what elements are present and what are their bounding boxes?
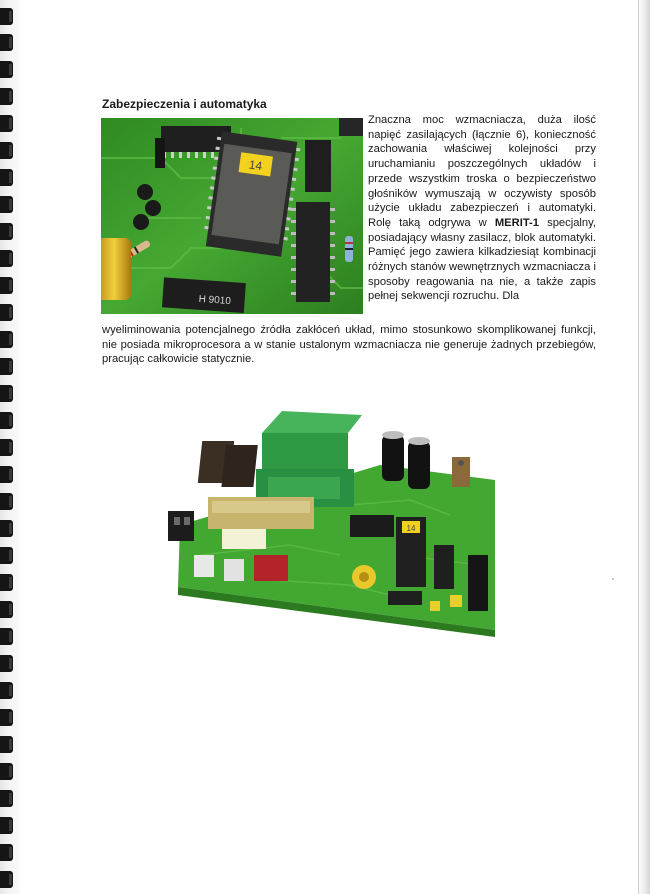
binding-ring: [0, 655, 13, 672]
binding-ring: [0, 88, 13, 105]
binding-ring: [0, 520, 13, 537]
automation-board-illustration: [150, 405, 500, 640]
binding-ring: [0, 574, 13, 591]
binding-ring: [0, 547, 13, 564]
binding-ring: [0, 385, 13, 402]
binding-ring: [0, 844, 13, 861]
binding-ring: [0, 871, 13, 888]
binding-ring: [0, 466, 13, 483]
binding-ring: [0, 736, 13, 753]
binding-ring: [0, 601, 13, 618]
page-edge-shadow: [638, 0, 650, 894]
binding-ring: [0, 493, 13, 510]
binding-ring: [0, 223, 13, 240]
binding-ring: [0, 331, 13, 348]
pcb-closeup-illustration: [101, 118, 363, 314]
automation-board-photo: [150, 405, 500, 640]
paragraph-continuation: wyeliminowania potencjalnego źródła zakłóceń układ, mimo stosunkowo skomplikowanej funkcji, nie posiada mikroprocesora a w stanie ustalonym wzmacniacza nie generuje żadnych przebiegów, pracując całkowicie statycznie.: [102, 324, 596, 366]
paragraph-start: Znaczna moc wzmacniacza, duża ilość napięć zasilających (łącznie 6), konieczność zachowania właściwej kolejności przy uruchamianiu poszczególnych układów i przede wszystkim troska o bezpieczeństwo głośników wymuszają w oczywisty sposób użycie układu zabezpieczeń i automatyki. Rolę taką odgrywa w: [368, 114, 596, 229]
binding-ring: [0, 790, 13, 807]
section-heading: Zabezpieczenia i automatyka: [102, 97, 267, 111]
binding-ring: [0, 169, 13, 186]
binding-ring: [0, 304, 13, 321]
binding-ring: [0, 8, 13, 25]
binding-ring: [0, 439, 13, 456]
binding-ring: [0, 250, 13, 267]
binding-ring: [0, 34, 13, 51]
binding-ring: [0, 628, 13, 645]
board-chip-label: 14: [406, 524, 416, 533]
binding-ring: [0, 142, 13, 159]
chip-label: 14: [248, 157, 264, 174]
binding-ring: [0, 682, 13, 699]
binding-ring: [0, 358, 13, 375]
pcb-closeup-photo: [101, 118, 363, 314]
binding-ring: [0, 196, 13, 213]
article-text-top: [368, 113, 596, 304]
binding-ring: [0, 412, 13, 429]
scan-speck: [612, 578, 614, 580]
binding-ring: [0, 61, 13, 78]
binding-ring: [0, 763, 13, 780]
paragraph-middle: specjalny, posiadający własny zasilacz, blok automatyki. Pamięć jego zawiera kilkadziesiąt kombinacji różnych stanów wewnętrznych wzmacniacza i sposoby reagowania na nie, a także zapis pełnej sekwencji rozruchu. Dla: [368, 216, 597, 303]
spiral-binding: [0, 0, 20, 894]
product-name: MERIT-1: [494, 216, 539, 229]
ic-marking: H 9010: [198, 293, 232, 308]
binding-ring: [0, 277, 13, 294]
binding-ring: [0, 817, 13, 834]
page-edge-line: [638, 0, 639, 894]
binding-ring: [0, 709, 13, 726]
binding-ring: [0, 115, 13, 132]
